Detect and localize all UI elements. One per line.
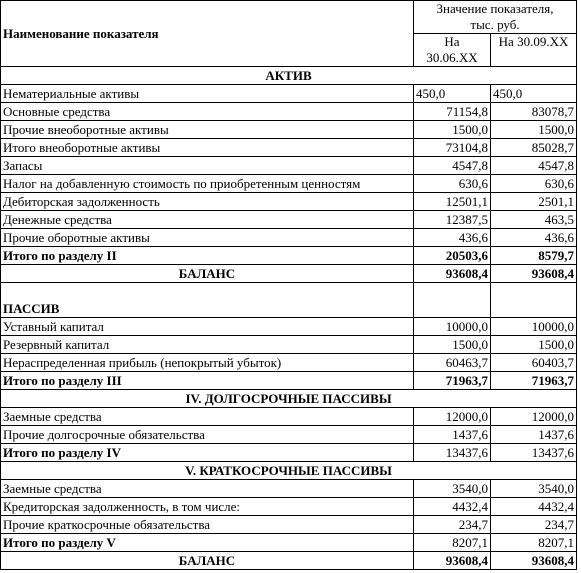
- table-row: [1, 139, 577, 157]
- value-30-09: 1500,0: [491, 121, 577, 139]
- table-row: [1, 318, 577, 336]
- value-30-06: 3540,0: [414, 480, 491, 498]
- value-30-06: 93608,4: [414, 265, 491, 283]
- row-label: Кредиторская задолженность, в том числе:: [1, 498, 414, 516]
- value-30-06: 436,6: [414, 229, 491, 247]
- row-label: Прочие краткосрочные обязательства: [1, 516, 414, 534]
- table-row: [1, 480, 577, 498]
- value-30-09: 3540,0: [491, 480, 577, 498]
- table-row: [1, 211, 577, 229]
- row-label: Итого по разделу IV: [1, 444, 414, 462]
- row-label: Прочие оборотные активы: [1, 229, 414, 247]
- table-row: [1, 85, 577, 103]
- table-row: [1, 157, 577, 175]
- balance-table-body: [1, 1, 577, 570]
- table-row: [1, 336, 577, 354]
- value-30-06: 4432,4: [414, 498, 491, 516]
- row-label: Денежные средства: [1, 211, 414, 229]
- table-row: [1, 193, 577, 211]
- date-header-2: На 30.09.XX: [491, 34, 577, 67]
- value-30-06: 1500,0: [414, 336, 491, 354]
- row-label: Заемные средства: [1, 408, 414, 426]
- value-30-09: 93608,4: [491, 265, 577, 283]
- value-30-09: 10000,0: [491, 318, 577, 336]
- value-30-06: 60463,7: [414, 354, 491, 372]
- value-30-09: 630,6: [491, 175, 577, 193]
- row-label: Нематериальные активы: [1, 85, 414, 103]
- row-label: Уставный капитал: [1, 318, 414, 336]
- value-30-09: 463,5: [491, 211, 577, 229]
- row-label: Прочие внеоборотные активы: [1, 121, 414, 139]
- table-row: [1, 444, 577, 462]
- value-30-09: 83078,7: [491, 103, 577, 121]
- table-row: [1, 121, 577, 139]
- date-header-1-line2: 30.06.XX: [426, 50, 478, 65]
- table-row: [1, 498, 577, 516]
- value-header-line2: тыс. руб.: [470, 17, 520, 32]
- row-label: Итого по разделу II: [1, 247, 414, 265]
- section-header-row: [1, 462, 577, 480]
- value-30-06: 1500,0: [414, 121, 491, 139]
- value-30-09: 85028,7: [491, 139, 577, 157]
- value-30-06: 450,0: [414, 85, 491, 103]
- empty-cell: [491, 283, 577, 318]
- value-30-06: 12501,1: [414, 193, 491, 211]
- row-label: Нераспределенная прибыль (непокрытый убыток): [1, 354, 414, 372]
- value-30-06: 10000,0: [414, 318, 491, 336]
- balance-total-row: [1, 552, 577, 570]
- row-label: Основные средства: [1, 103, 414, 121]
- value-30-06: 234,7: [414, 516, 491, 534]
- value-30-09: 13437,6: [491, 444, 577, 462]
- row-label: Итого по разделу V: [1, 534, 414, 552]
- row-label: Дебиторская задолженность: [1, 193, 414, 211]
- value-30-09: 60403,7: [491, 354, 577, 372]
- value-30-09: 1500,0: [491, 336, 577, 354]
- section-header-row: [1, 390, 577, 408]
- value-30-06: 71154,8: [414, 103, 491, 121]
- table-row: [1, 103, 577, 121]
- row-label: БАЛАНС: [1, 552, 414, 570]
- header-row: [1, 1, 577, 34]
- value-header: [414, 1, 577, 34]
- value-30-09: 234,7: [491, 516, 577, 534]
- section-title: ПАССИВ: [1, 283, 414, 318]
- value-30-09: 436,6: [491, 229, 577, 247]
- row-label: Итого внеоборотные активы: [1, 139, 414, 157]
- value-30-06: 73104,8: [414, 139, 491, 157]
- value-30-06: 93608,4: [414, 552, 491, 570]
- value-30-09: 4547,8: [491, 157, 577, 175]
- row-label: Резервный капитал: [1, 336, 414, 354]
- value-30-06: 1437,6: [414, 426, 491, 444]
- date-header-1: [414, 34, 491, 67]
- value-30-09: 8579,7: [491, 247, 577, 265]
- balance-total-row: [1, 265, 577, 283]
- value-30-09: 93608,4: [491, 552, 577, 570]
- table-row: [1, 372, 577, 390]
- value-30-06: 630,6: [414, 175, 491, 193]
- value-30-06: 8207,1: [414, 534, 491, 552]
- row-label: Итого по разделу III: [1, 372, 414, 390]
- section-header-row: [1, 283, 577, 318]
- value-30-06: 20503,6: [414, 247, 491, 265]
- table-row: [1, 247, 577, 265]
- value-30-06: 12387,5: [414, 211, 491, 229]
- table-row: [1, 426, 577, 444]
- table-row: [1, 229, 577, 247]
- table-row: [1, 534, 577, 552]
- table-row: [1, 516, 577, 534]
- indicator-name-header: Наименование показателя: [1, 1, 414, 67]
- row-label: Прочие долгосрочные обязательства: [1, 426, 414, 444]
- row-label: Заемные средства: [1, 480, 414, 498]
- value-30-06: 12000,0: [414, 408, 491, 426]
- row-label: Запасы: [1, 157, 414, 175]
- value-30-09: 12000,0: [491, 408, 577, 426]
- value-30-06: 71963,7: [414, 372, 491, 390]
- row-label: БАЛАНС: [1, 265, 414, 283]
- value-header-line1: Значение показателя,: [436, 1, 554, 16]
- row-label: Налог на добавленную стоимость по приобретенным ценностям: [1, 175, 414, 193]
- empty-cell: [414, 283, 491, 318]
- table-row: [1, 175, 577, 193]
- value-30-09: 1437,6: [491, 426, 577, 444]
- value-30-09: 8207,1: [491, 534, 577, 552]
- table-row: [1, 408, 577, 426]
- section-header-row: [1, 67, 577, 85]
- date-header-1-line1: На: [444, 34, 460, 49]
- table-row: [1, 354, 577, 372]
- value-30-09: 71963,7: [491, 372, 577, 390]
- section-title: IV. ДОЛГОСРОЧНЫЕ ПАССИВЫ: [1, 390, 577, 408]
- section-title: V. КРАТКОСРОЧНЫЕ ПАССИВЫ: [1, 462, 577, 480]
- value-30-06: 4547,8: [414, 157, 491, 175]
- value-30-09: 450,0: [491, 85, 577, 103]
- section-title: АКТИВ: [1, 67, 577, 85]
- value-30-09: 4432,4: [491, 498, 577, 516]
- value-30-09: 2501,1: [491, 193, 577, 211]
- value-30-06: 13437,6: [414, 444, 491, 462]
